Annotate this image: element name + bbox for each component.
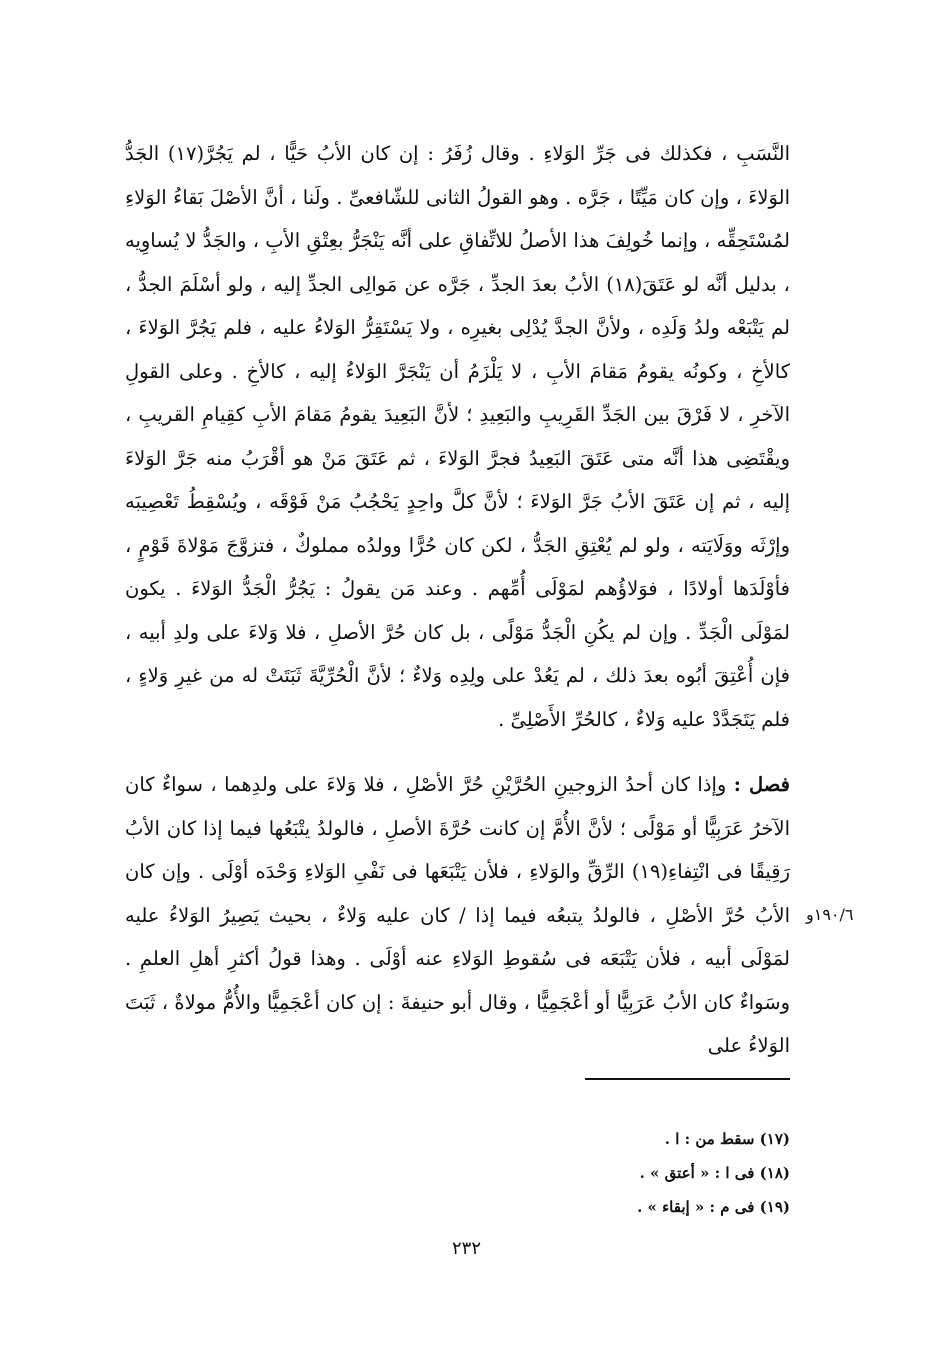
paragraph-1 xyxy=(125,132,790,741)
section-label-fasl: فصل : xyxy=(733,773,790,796)
footnote-17: (١٧) سقط من : ا . xyxy=(664,1130,790,1148)
margin-page-reference: ١٩٠/٦و xyxy=(806,905,854,924)
footnote-19: (١٩) فى م : « إبقاء » . xyxy=(637,1198,790,1216)
main-text xyxy=(125,132,790,1068)
footnotes xyxy=(390,1122,790,1224)
page-number: ٢٣٢ xyxy=(451,1238,481,1259)
paragraph-2-text: وإذا كان أحدُ الزوجينِ الحُرَّيْنِ حُرَّ الأصْلِ ، فلا وَلاءَ على ولدِهما ، سواءٌ كان الآخرُ عَرَبِيًّا أو مَوْلًى ؛ لأنَّ الأُمَّ إن كانت حُرَّةَ الأصلِ ، فالولدُ يتْبَعُها فيما إذا كان الأبُ رَقِيقًا فى انْتِفاءِ(١٩) الرِّقِّ والوَلاءِ ، فلأن يَتْبَعَها فى نَفْىِ الوَلاءِ وَحْدَه أوْلَى . وإن كان الأبُ حُرَّ الأصْلِ ، فالولدُ يتبعُه فيما إذا / كان عليه وَلاءٌ ، بحيث يَصِيرُ الوَلاءُ عليه لمَوْلَى أبيه ، فلأن يَتْبَعَه فى سُقوطِ الوَلاءِ عنه أوْلَى . وهذا قولُ أكثرِ أهلِ العلمِ . وسَواءٌ كان الأبُ عَرَبِيًّا أو أعْجَمِيًّا ، وقال أبو حنيفةَ : إن كان أعْجَمِيًّا والأُمُّ مولاةٌ ، ثَبَتَ الوَلاءُ على xyxy=(125,773,790,1057)
footnote-18: (١٨) فى ا : « أعتق » . xyxy=(639,1164,790,1182)
paragraph-2 xyxy=(125,763,790,1068)
footnote-divider xyxy=(585,1078,790,1080)
paragraph-1-text: النَّسَبِ ، فكذلك فى جَرِّ الوَلاءِ . وقال زُفَرُ : إن كان الأبُ حَيًّا ، لم يَجُرَّ(١٧) الجَدُّ الوَلاءَ ، وإن كان مَيِّتًا ، جَرَّه . وهو القولُ الثانى للشّافعىِّ . ولَنا ، أنَّ الأصْلَ بَقاءُ الوَلاءِ لمُسْتَحِقِّه ، وإنما خُولِفَ هذا الأصلُ للاتِّفاقِ على أنَّه يَنْجَرُّ بعِتْقِ الأبِ ، والجَدُّ لا يُساوِيه ، بدليل أنَّه لو عَتَقَ(١٨) الأبُ بعدَ الجدِّ ، جَرَّه عن مَوالِى الجدِّ إليه ، ولو أسْلَمَ الجدُّ ، لم يَتْبَعْه ولدُ وَلَدِه ، ولأنَّ الجدَّ يُدْلِى بغيرِه ، ولا يَسْتَقِرُّ الوَلاءُ عليه ، فلم يَجُرَّ الوَلاءَ ، كالأخِ ، وكونُه يقومُ مَقامَ الأبِ ، لا يَلْزَمُ أن يَنْجَرَّ الوَلاءُ إليه ، كالأخِ . وعلى القولِ الآخرِ ، لا فَرْقَ بين الجَدِّ القَرِيبِ والبَعِيدِ ؛ لأنَّ البَعِيدَ يقومُ مَقامَ الأبِ كقِيامِ القريبِ ، ويقْتَضِى هذا أنَّه متى عَتَقَ البَعِيدُ فجرَّ الوَلاءَ ، ثم عَتَقَ مَنْ هو أقْرَبُ منه جَرَّ الوَلاءَ إليه ، ثم إن عَتَقَ الأبُ جَرَّ الوَلاءَ ؛ لأنَّ كلَّ واحِدٍ يَحْجُبُ مَنْ فَوْقَه ، ويُسْقِطُ تَعْصِيبَه وإرْثَه ووَلَايَته ، ولو لم يُعْتِقِ الجَدُّ ، لكن كان حُرًّا وولدُه مملوكٌ ، فتزوَّجَ مَوْلاةَ قَوْمٍ ، فأوْلَدَها أولادًا ، فوَلاؤُهم لمَوْلَى أُمِّهم . وعند مَن يقولُ : يَجُرُّ الْجَدُّ الوَلاءَ . يكون لمَوْلَى الْجَدِّ . وإن لم يكُنِ الْجَدُّ مَوْلًى ، بل كان حُرَّ الأصلِ ، فلا وَلاءَ على ولدِ أبيه ، فإن أُعْتِقَ أبُوه بعدَ ذلك ، لم يَعُدْ على ولِدِه وَلاءٌ ؛ لأنَّ الْحُرِّيَّةَ ثَبَتَتْ له من غيرِ وَلاءٍ ، فلم يَتَجَدَّدْ عليه وَلاءٌ ، كالحُرِّ الأَصْلِىِّ . xyxy=(125,142,790,731)
